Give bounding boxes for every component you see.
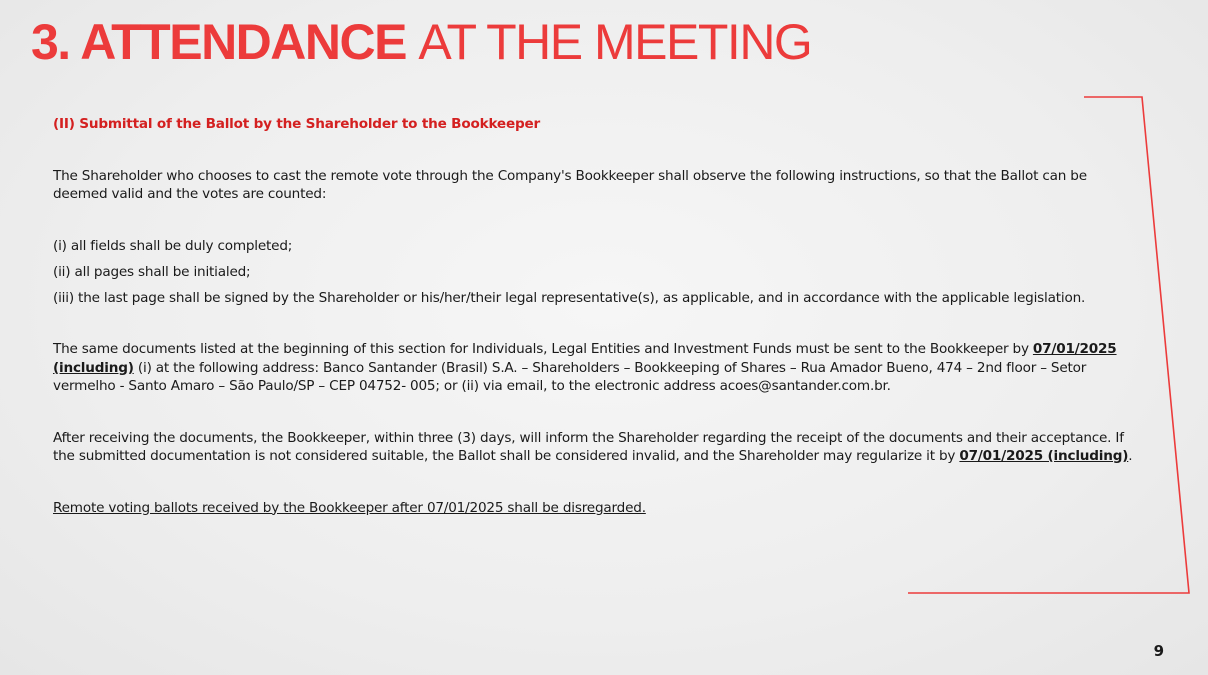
- documents-text-start: The same documents listed at the beginning of this section for Individuals, Legal Entities and Investment Funds must be sent to the Bookkeeper by: [53, 341, 1033, 357]
- slide-title: [31, 12, 811, 72]
- intro-paragraph: The Shareholder who chooses to cast the remote vote through the Company's Bookkeeper shall observe the following instructions, so that the Ballot can be deemed valid and the votes are counted:: [53, 167, 1087, 202]
- instruction-item: (ii) all pages shall be initialed;: [53, 263, 251, 280]
- slide-body: [53, 115, 1143, 517]
- acceptance-paragraph: [53, 429, 1143, 466]
- page-number: 9: [1153, 642, 1164, 660]
- section-subtitle: (II) Submittal of the Ballot by the Shareholder to the Bookkeeper: [53, 116, 541, 132]
- instruction-item: (iii) the last page shall be signed by the Shareholder or his/her/their legal representative(s), as applicable, and in accordance with the applicable legislation.: [53, 289, 1086, 306]
- acceptance-deadline: 07/01/2025 (including): [959, 448, 1129, 464]
- instruction-item: (i) all fields shall be duly completed;: [53, 237, 293, 254]
- documents-text-end: (i) at the following address: Banco Santander (Brasil) S.A. – Shareholders – Bookkeeping of Shares – Rua Amador Bueno, 474 – 2nd floor – Setor vermelho - Santo Amaro – São Paulo/SP – CEP 04752- 005; or (ii) via email, to the electronic address acoes@santander.com.br.: [53, 359, 1087, 394]
- documents-deadline: 07/01/2025 (including): [53, 341, 1117, 376]
- slide-title-bold: 3. ATTENDANCE: [31, 14, 406, 70]
- slide-title-light: AT THE MEETING: [418, 14, 812, 70]
- acceptance-text-end: .: [1128, 448, 1133, 464]
- acceptance-text-start: After receiving the documents, the Bookkeeper, within three (3) days, will inform the Shareholder regarding the receipt of the documents and their acceptance. If the submitted documentation is not considered suitable, the Ballot shall be considered invalid, and the Shareholder may regularize it by: [53, 429, 1124, 464]
- documents-paragraph: [53, 340, 1143, 396]
- disregard-note: Remote voting ballots received by the Bookkeeper after 07/01/2025 shall be disregarded.: [53, 499, 646, 516]
